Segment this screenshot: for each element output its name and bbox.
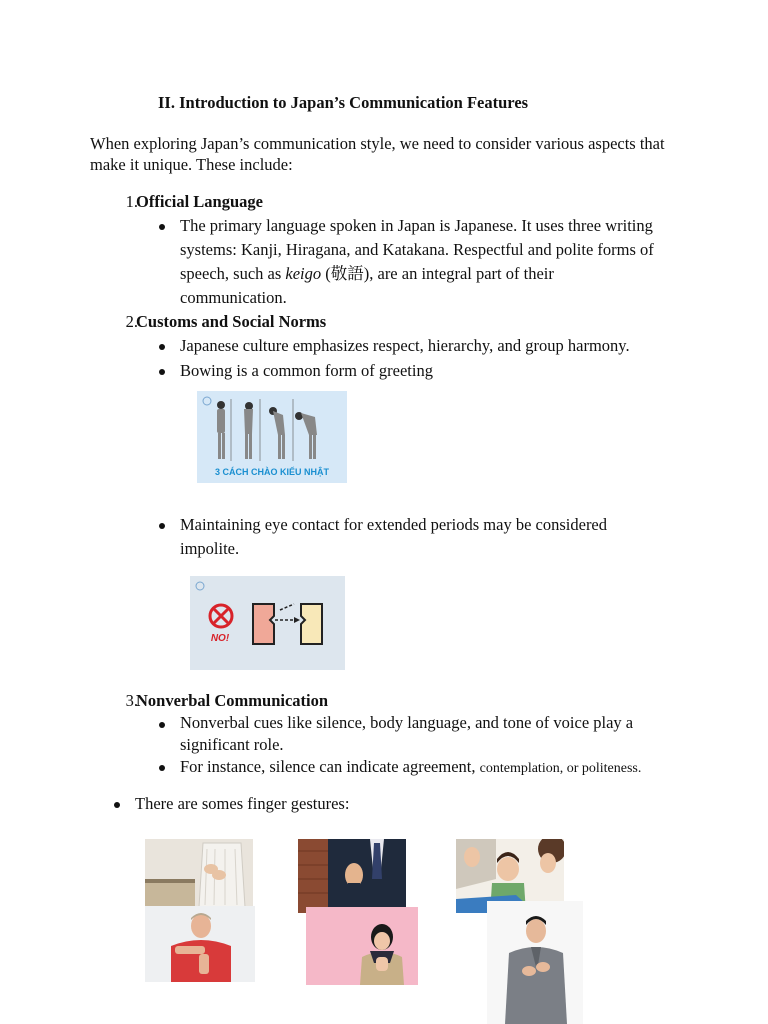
bowing-image (197, 391, 347, 483)
list-title: Official Language (136, 192, 263, 211)
list-number: 3. (125, 691, 138, 710)
list-title: Nonverbal Communication (136, 691, 329, 710)
section-heading: II. Introduction to Japan’s Communication Features (158, 93, 529, 112)
bullet-respect (159, 334, 679, 358)
bullet-dot (159, 765, 165, 771)
gesture-photo-4 (145, 906, 255, 982)
list-title: Customs and Social Norms (136, 312, 327, 331)
eye-contact-image (190, 576, 345, 670)
bullet-gestures-text: There are somes finger gestures: (135, 794, 350, 813)
bullet-bowing (159, 359, 679, 383)
bullet-nonverbal-cues-text: Nonverbal cues like silence, body language, and tone of voice play a significant role. (180, 713, 634, 754)
bullet-dot (159, 224, 165, 230)
no-label: NO! (210, 633, 230, 644)
bullet-language (159, 214, 679, 310)
bullet-dot (114, 802, 120, 808)
bullet-nonverbal-cues (159, 712, 679, 758)
gesture-photo-6 (487, 901, 583, 1024)
gesture-photo-5 (306, 907, 418, 985)
gesture-photo-1 (145, 839, 253, 907)
bullet-dot (159, 523, 165, 529)
gesture-photo-2 (298, 839, 406, 913)
bowing-caption: 3 CÁCH CHÀO KIỂU NHẬT (214, 467, 330, 477)
list-number: 1. (125, 192, 138, 211)
bullet-eye-contact (159, 513, 679, 561)
bullet-eye-contact-text: Maintaining eye contact for extended periods may be considered impolite. (180, 515, 608, 558)
bullet-dot (159, 344, 165, 350)
bullet-language-text: The primary language spoken in Japan is Japanese. It uses three writing systems: Kanji, Hiragana, and Katakana. Respectful and polite forms of speech, such as keigo (敬語), are an integral part of their communication. (180, 216, 654, 307)
bullet-silence (159, 755, 699, 779)
bullet-respect-text: Japanese culture emphasizes respect, hierarchy, and group harmony. (180, 336, 630, 355)
list-item-customs (112, 312, 512, 334)
list-item-official-language (112, 192, 512, 214)
bullet-dot (159, 369, 165, 375)
list-number: 2. (125, 312, 138, 331)
bullet-silence-text: For instance, silence can indicate agreement, contemplation, or politeness. (180, 757, 642, 776)
bullet-dot (159, 722, 165, 728)
intro-paragraph: When exploring Japan’s communication style, we need to consider various aspects that make it unique. These include: (90, 134, 665, 174)
bullet-bowing-text: Bowing is a common form of greeting (180, 361, 433, 380)
list-item-nonverbal (112, 691, 512, 713)
bullet-gestures (114, 792, 514, 816)
